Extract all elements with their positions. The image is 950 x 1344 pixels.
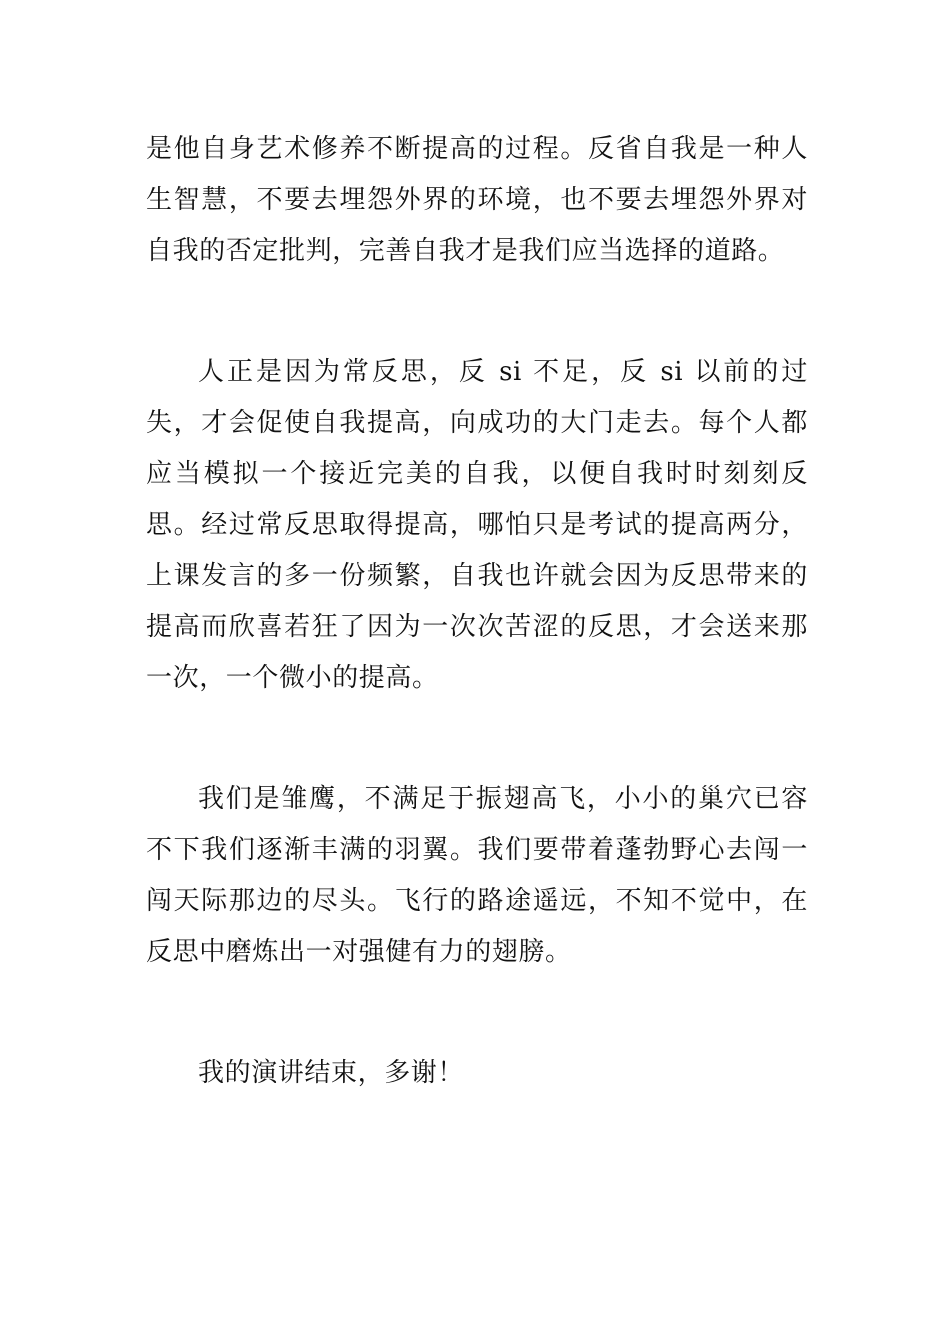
paragraph-2: 人正是因为常反思，反 si 不足，反 si 以前的过失，才会促使自我提高，向成功的大门走去。每个人都应当模拟一个接近完美的自我，以便自我时时刻刻反思。经过常反思取得提高，哪怕只是考试的提高两分，上课发言的多一份频繁，自我也许就会因为反思带来的提高而欣喜若狂了因为一次次苦涩的反思，才会送来那一次，一个微小的提高。 bbox=[146, 357, 808, 693]
paragraph-4: 我的演讲结束，多谢！ bbox=[198, 1058, 465, 1088]
document-body bbox=[146, 124, 808, 1099]
paragraph-3: 我们是雏鹰，不满足于振翅高飞，小小的巢穴已容不下我们逐渐丰满的羽翼。我们要带着蓬勃野心去闯一闯天际那边的尽头。飞行的路途遥远，不知不觉中，在反思中磨炼出一对强健有力的翅膀。 bbox=[146, 784, 808, 967]
paragraph-1: 是他自身艺术修养不断提高的过程。反省自我是一种人生智慧，不要去埋怨外界的环境，也不要去埋怨外界对自我的否定批判，完善自我才是我们应当选择的道路。 bbox=[146, 134, 808, 266]
